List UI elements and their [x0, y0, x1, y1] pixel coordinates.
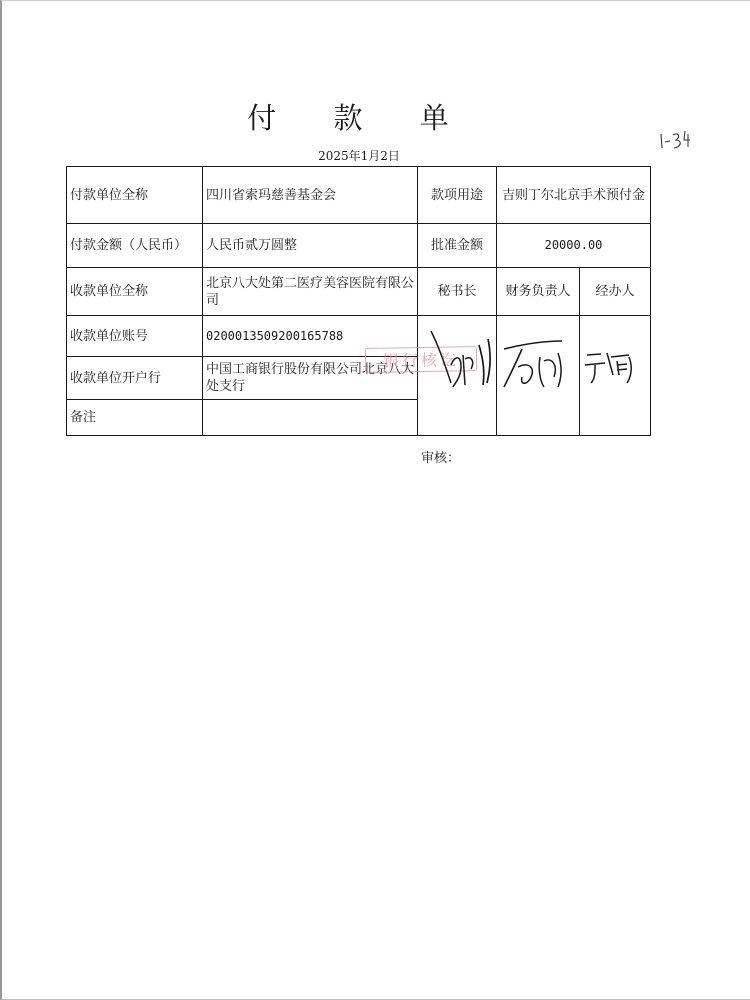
document-title: 付 款 单	[247, 101, 473, 135]
purpose-value: 吉则丁尔北京手术预付金	[496, 166, 651, 224]
bank-verification-stamp: 银行核讫	[365, 346, 477, 373]
remarks-label: 备注	[66, 399, 203, 436]
payer-name-value: 四川省索玛慈善基金会	[202, 166, 418, 224]
secretary-label: 秘书长	[417, 267, 497, 316]
payee-account-value: 0200013509200165788	[202, 315, 418, 357]
approved-amount-label: 批准金额	[417, 223, 497, 268]
payee-account-label: 收款单位账号	[66, 315, 203, 357]
review-label: 审核：	[421, 451, 461, 466]
secretary-signature	[425, 325, 495, 395]
payment-form-table	[66, 166, 651, 436]
payer-name-label: 付款单位全称	[66, 166, 203, 224]
purpose-label: 款项用途	[417, 166, 497, 224]
amount-label: 付款金额（人民币）	[66, 223, 203, 268]
payee-name-value: 北京八大处第二医疗美容医院有限公司	[202, 267, 418, 316]
document-date: 2025年1月2日	[318, 149, 400, 163]
amount-value: 人民币贰万圆整	[202, 223, 418, 268]
payee-name-label: 收款单位全称	[66, 267, 203, 316]
handler-signature	[583, 345, 639, 387]
handler-label: 经办人	[579, 267, 651, 316]
finance-label: 财务负责人	[496, 267, 580, 316]
payee-bank-value: 中国工商银行股份有限公司北京八大处支行	[202, 356, 418, 400]
remarks-value	[202, 399, 418, 436]
approved-amount-value: 20000.00	[496, 223, 651, 268]
payee-bank-label: 收款单位开户行	[66, 356, 203, 400]
finance-signature	[500, 335, 570, 395]
